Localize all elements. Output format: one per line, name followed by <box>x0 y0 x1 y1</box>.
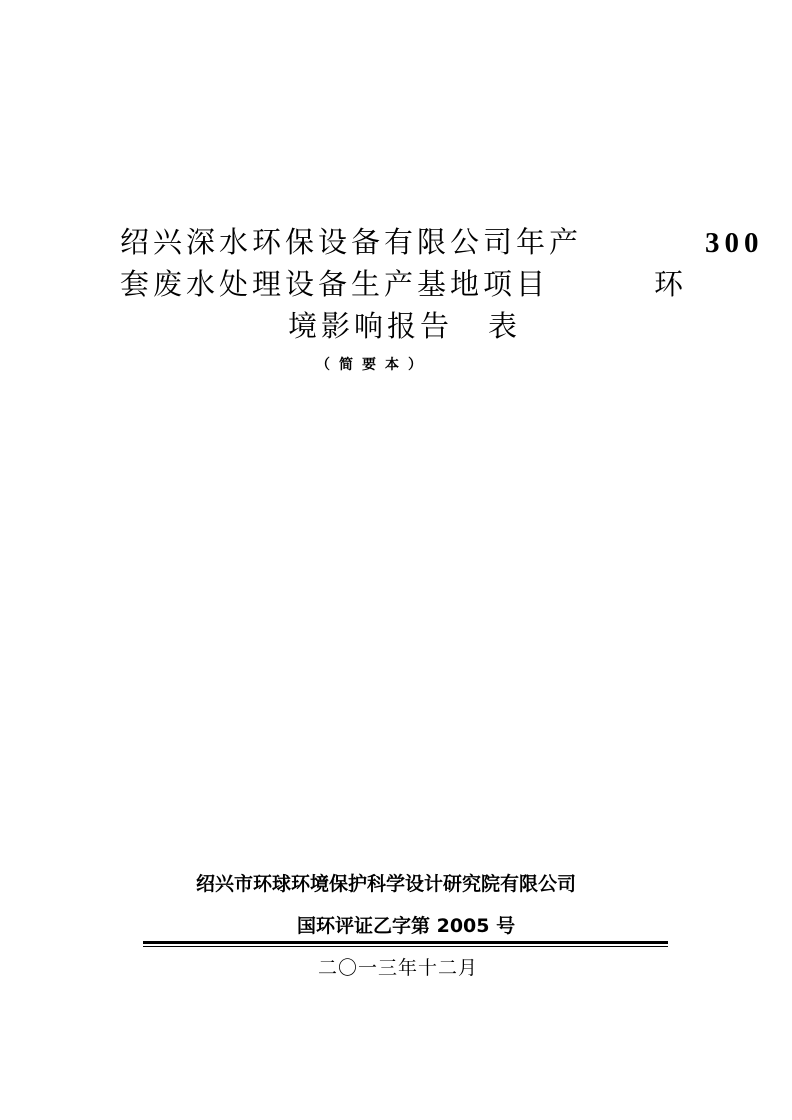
title-line-2-suffix: 环 <box>654 267 688 301</box>
title-line-3-text: 境影响报告 <box>288 309 454 343</box>
title-line-3-suffix: 表 <box>488 309 522 343</box>
divider-rule-thin <box>143 946 668 947</box>
organization-name: 绍兴市环球环境保护科学设计研究院有限公司 <box>196 873 577 895</box>
title-line-2-text: 套废水处理设备生产基地项目 <box>120 267 550 301</box>
title-line-1-text: 绍兴深水环保设备有限公司年产 <box>120 225 583 259</box>
subtitle: （简要本） <box>316 357 431 373</box>
divider-rule-thick <box>143 941 668 944</box>
certificate-number: 国环评证乙字第 2005 号 <box>297 915 516 937</box>
report-date: 二〇一三年十二月 <box>318 957 479 979</box>
title-line-1-number: 300 <box>705 227 764 259</box>
